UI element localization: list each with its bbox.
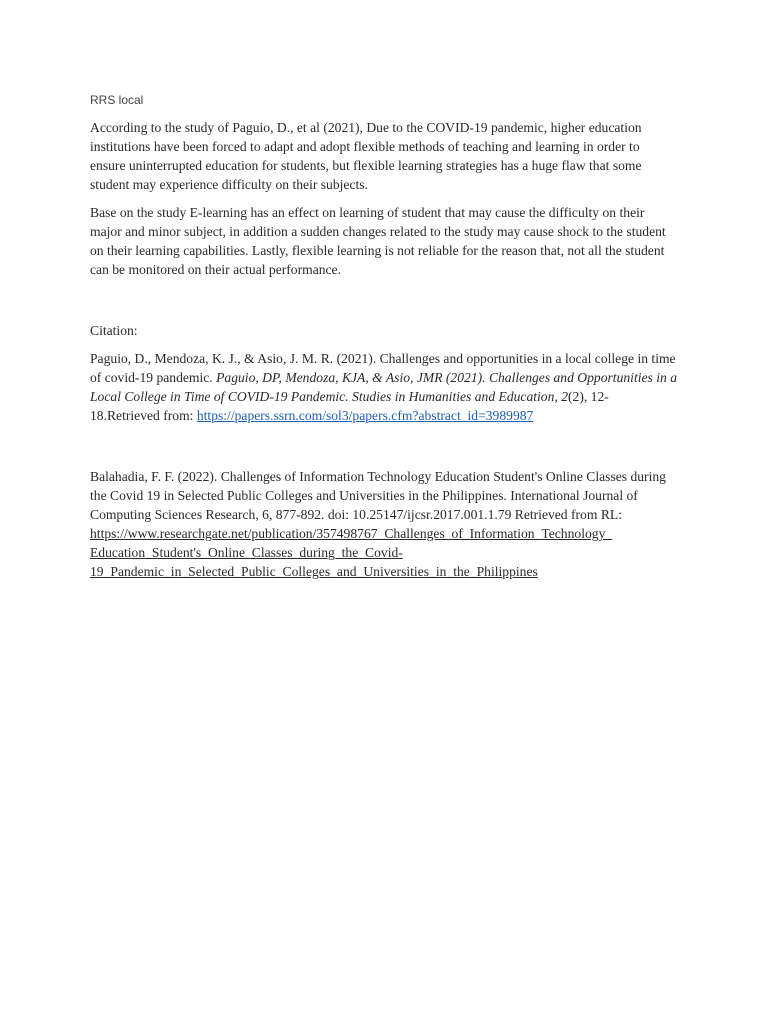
reference-balahadia [90, 467, 678, 581]
reference-balahadia-link-line2[interactable]: Education_Student's_Online_Classes_during_the_Covid- [90, 545, 403, 560]
citation-label: Citation: [90, 323, 138, 338]
reference-balahadia-link-line1[interactable]: https://www.researchgate.net/publication/357498767_Challenges_of_Information_Technology_ [90, 526, 613, 541]
reference-paguio-tail: (2), 12-18.Retrieved from: [90, 389, 609, 423]
reference-paguio [90, 349, 678, 425]
paragraph-elearning: Base on the study E-learning has an effect on learning of student that may cause the difficulty on their major and minor subject, in addition a sudden changes related to the study may cause shock to the student on their learning capabilities. Lastly, flexible learning is not reliable for the reason that, not all the student can be monitored on their actual performance. [90, 205, 666, 277]
document-heading: RRS local [90, 93, 144, 107]
reference-balahadia-link-line3[interactable]: 19_Pandemic_in_Selected_Public_Colleges_and_Universities_in_the_Philippines [90, 564, 538, 579]
reference-paguio-authors: Paguio, D., Mendoza, K. J., & Asio, J. M. R. (2021). Challenges and opportunities in a local college in time of covid-19 pandemic. [90, 351, 676, 385]
reference-paguio-link[interactable]: https://papers.ssrn.com/sol3/papers.cfm?abstract_id=3989987 [196, 408, 534, 423]
reference-balahadia-text: Balahadia, F. F. (2022). Challenges of Information Technology Education Student's Online Classes during the Covid 19 in Selected Public Colleges and Universities in the Philippines. International Journal of Computing Sciences Research, 6, 877-892. doi: 10.25147/ijcsr.2017.001.1.79 Retrieved from RL: [90, 469, 666, 522]
paragraph-intro: According to the study of Paguio, D., et al (2021), Due to the COVID-19 pandemic, higher education institutions have been forced to adapt and adopt flexible methods of teaching and learning in order to ensure uninterrupted education for students, but flexible learning strategies has a huge flaw that some student may experience difficulty on their subjects. [90, 120, 642, 192]
reference-paguio-journal: Paguio, DP, Mendoza, KJA, & Asio, JMR (2021). Challenges and Opportunities in a Local College in Time of COVID-19 Pandemic. Studies in Humanities and Education, 2 [90, 370, 677, 404]
